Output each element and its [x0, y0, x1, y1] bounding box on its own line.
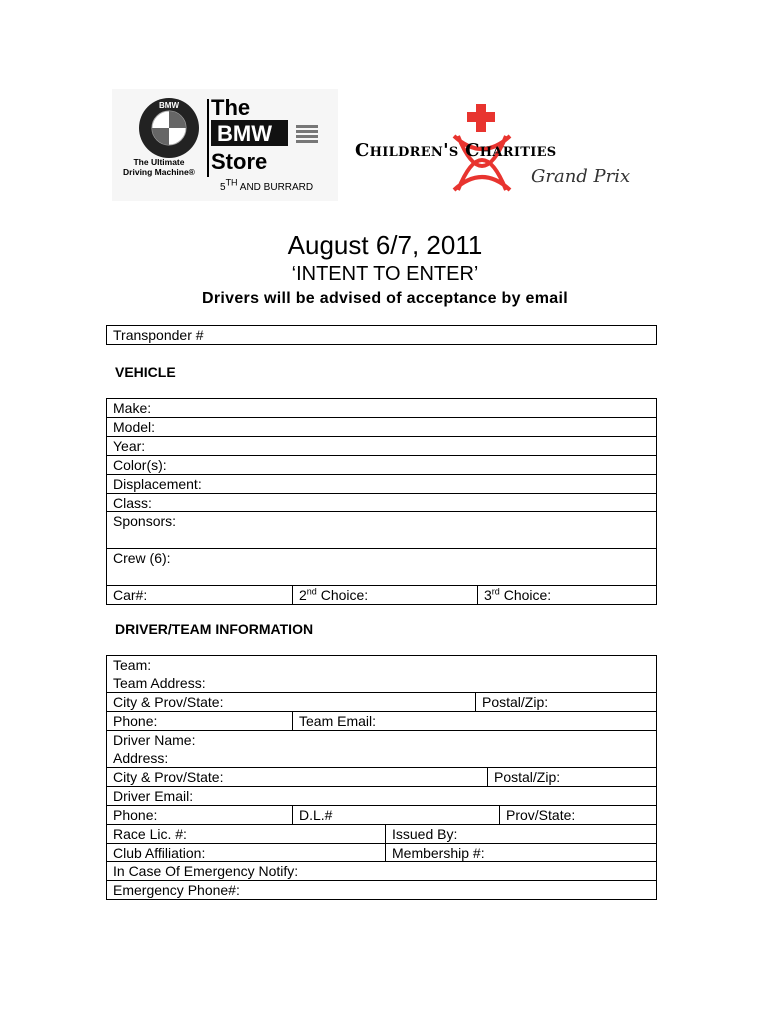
club-row[interactable] — [107, 843, 656, 862]
emergency-notify-label: In Case Of Emergency Notify: — [113, 863, 299, 879]
class-label: Class: — [113, 495, 152, 511]
issued-by-label: Issued By: — [385, 825, 457, 843]
transponder-label: Transponder # — [113, 327, 204, 343]
city-label-2: City & Prov/State: — [113, 769, 224, 785]
year-row[interactable] — [107, 437, 656, 456]
displacement-label: Displacement: — [113, 476, 202, 492]
crew-label: Crew (6): — [113, 550, 171, 566]
driver-name-row[interactable] — [107, 731, 656, 749]
postal-label-2: Postal/Zip: — [487, 768, 560, 786]
bmw-store-text: Store — [211, 149, 268, 174]
bmw-roundel-icon — [138, 97, 200, 159]
year-label: Year: — [113, 438, 146, 454]
sponsors-label: Sponsors: — [113, 513, 177, 529]
race-lic-label: Race Lic. #: — [113, 826, 187, 842]
driver-team-heading: DRIVER/TEAM INFORMATION — [115, 621, 314, 637]
city-row-1[interactable] — [107, 693, 656, 712]
driver-phone-label: Phone: — [113, 807, 158, 823]
city-label-1: City & Prov/State: — [113, 694, 224, 710]
address-row[interactable] — [107, 749, 656, 768]
address-label: Address: — [113, 750, 169, 766]
bmw-tagline-2: Driving Machine® — [123, 167, 195, 177]
bmw-divider — [207, 99, 209, 177]
event-date: August 6/7, 2011 — [287, 230, 483, 260]
model-label: Model: — [113, 419, 156, 435]
crew-row[interactable] — [107, 549, 656, 586]
make-label: Make: — [113, 400, 152, 416]
bmw-tagline-1: The Ultimate — [133, 157, 185, 167]
emergency-phone-label: Emergency Phone#: — [113, 882, 240, 898]
team-address-row[interactable] — [107, 674, 656, 693]
prov-state-label: Prov/State: — [499, 806, 575, 824]
vehicle-heading: VEHICLE — [115, 364, 176, 380]
bmw-bmw-text: BMW — [217, 121, 272, 146]
vehicle-table — [106, 398, 657, 605]
emergency-notify-row[interactable] — [107, 862, 656, 881]
form-title: ‘INTENT TO ENTER’ — [291, 263, 479, 285]
form-subtitle: Drivers will be advised of acceptance by email — [202, 290, 568, 307]
emergency-phone-row[interactable] — [107, 881, 656, 900]
make-row[interactable] — [107, 399, 656, 418]
charity-name: Children's Charities — [355, 140, 557, 161]
team-email-label: Team Email: — [292, 712, 376, 730]
city-row-2[interactable] — [107, 768, 656, 787]
driver-phone-row[interactable] — [107, 806, 656, 825]
team-label: Team: — [113, 657, 152, 673]
car-number-label: Car#: — [113, 587, 148, 603]
colors-row[interactable] — [107, 456, 656, 475]
model-row[interactable] — [107, 418, 656, 437]
transponder-box — [106, 325, 657, 345]
third-choice-label: 3rd Choice: — [477, 586, 551, 604]
club-label: Club Affiliation: — [113, 845, 206, 861]
car-number-row[interactable] — [107, 586, 656, 605]
driver-email-label: Driver Email: — [113, 788, 194, 804]
team-row[interactable] — [107, 656, 656, 674]
second-choice-label: 2nd Choice: — [292, 586, 368, 604]
displacement-row[interactable] — [107, 475, 656, 493]
charity-subtitle: Grand Prix — [531, 166, 631, 187]
driver-name-label: Driver Name: — [113, 732, 196, 748]
bmw-bars-icon — [296, 125, 318, 145]
team-address-label: Team Address: — [113, 675, 206, 691]
bmw-location: 5TH AND BURRARD — [220, 177, 314, 193]
colors-label: Color(s): — [113, 457, 167, 473]
childrens-charities-logo — [355, 104, 635, 194]
class-row[interactable] — [107, 493, 656, 512]
team-phone-row[interactable] — [107, 712, 656, 731]
sponsors-row[interactable] — [107, 512, 656, 549]
transponder-row[interactable] — [107, 326, 656, 345]
team-phone-label: Phone: — [113, 713, 158, 729]
driver-email-row[interactable] — [107, 787, 656, 806]
dl-label: D.L.# — [292, 806, 332, 824]
driver-team-table — [106, 655, 657, 900]
bmw-store-logo — [112, 89, 338, 201]
bmw-the-text: The — [211, 95, 251, 120]
postal-label-1: Postal/Zip: — [475, 693, 548, 711]
membership-label: Membership #: — [385, 844, 485, 861]
race-lic-row[interactable] — [107, 825, 656, 843]
roundel-text: BMW — [159, 101, 179, 110]
